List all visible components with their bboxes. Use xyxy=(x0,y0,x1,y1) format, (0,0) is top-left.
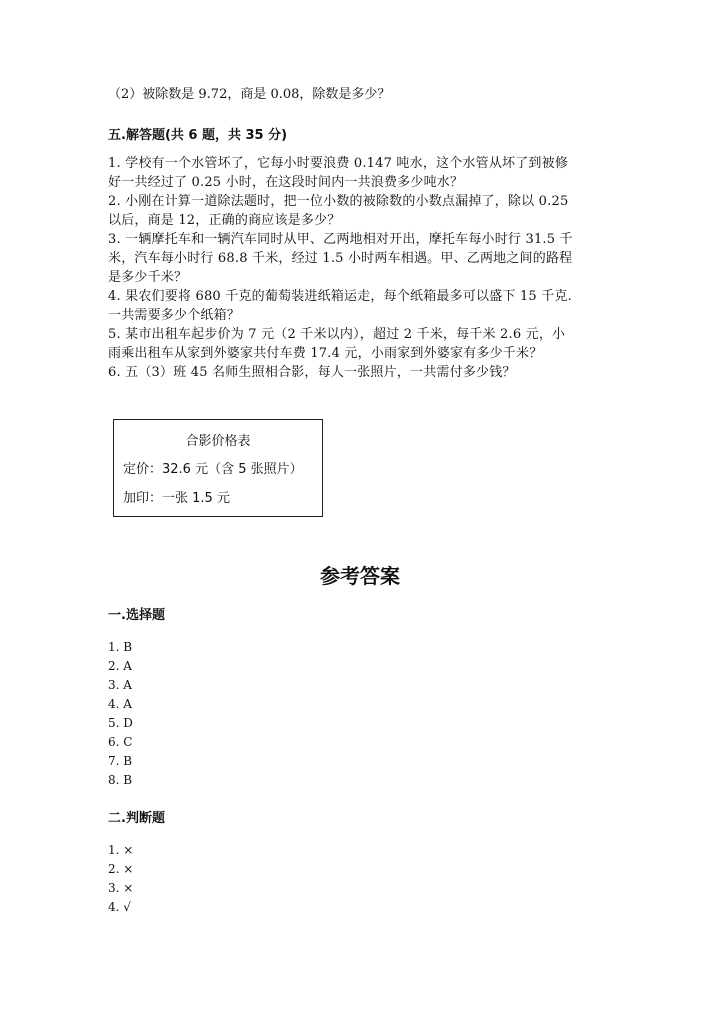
price-table-extra-print: 加印：一张 1.5 元 xyxy=(123,491,230,506)
problem-line: 以后，商是 12，正确的商应该是多少？ xyxy=(108,213,341,228)
price-table-base-price: 定价：32.6 元（含 5 张照片） xyxy=(123,462,303,477)
answer-item: 4. √ xyxy=(108,900,131,914)
section5-problems xyxy=(108,154,612,382)
problem-line: 1. 学校有一个水管坏了，它每小时要浪费 0.147 吨水，这个水管从坏了到被修 xyxy=(108,156,569,171)
answer-item: 3. × xyxy=(108,881,134,895)
answer-item: 1. B xyxy=(108,640,133,654)
problem-line: 雨乘出租车从家到外婆家共付车费 17.4 元，小雨家到外婆家有多少千米？ xyxy=(108,346,543,361)
answer-item: 5. D xyxy=(108,716,133,730)
answer-item: 3. A xyxy=(108,678,132,692)
answer-item: 2. × xyxy=(108,862,134,876)
answer-item: 6. C xyxy=(108,735,133,749)
problem-line: 4. 果农们要将 680 千克的葡萄装进纸箱运走，每个纸箱最多可以盛下 15 千克. xyxy=(108,289,572,304)
problem-line: 3. 一辆摩托车和一辆汽车同时从甲、乙两地相对开出，摩托车每小时行 31.5 千 xyxy=(108,232,573,247)
answers-section2-list xyxy=(108,841,133,917)
top-question: （2）被除数是 9.72，商是 0.08，除数是多少？ xyxy=(108,87,391,102)
section5-heading: 五.解答题(共 6 题，共 35 分) xyxy=(108,128,288,143)
answers-title: 参考答案 xyxy=(320,564,400,588)
answer-item: 2. A xyxy=(108,659,132,673)
problem-line: 是多少千米？ xyxy=(108,270,188,285)
answers-section1-heading: 一.选择题 xyxy=(108,608,165,623)
problem-line: 好一共经过了 0.25 小时，在这段时间内一共浪费多少吨水？ xyxy=(108,175,464,190)
problem-line: 2. 小刚在计算一道除法题时，把一位小数的被除数的小数点漏掉了，除以 0.25 xyxy=(108,194,569,209)
problem-line: 一共需要多少个纸箱？ xyxy=(108,308,241,323)
price-table-box xyxy=(113,419,323,517)
answer-item: 8. B xyxy=(108,773,133,787)
problem-line: 米，汽车每小时行 68.8 千米，经过 1.5 小时两车相遇。甲、乙两地之间的路程 xyxy=(108,251,573,266)
answer-item: 7. B xyxy=(108,754,133,768)
answers-section2-heading: 二.判断题 xyxy=(108,811,165,826)
problem-line: 6. 五（3）班 45 名师生照相合影，每人一张照片，一共需付多少钱？ xyxy=(108,365,516,380)
price-table-title: 合影价格表 xyxy=(185,434,251,449)
answer-item: 4. A xyxy=(108,697,132,711)
answers-section1-list xyxy=(108,638,133,790)
problem-line: 5. 某市出租车起步价为 7 元（2 千米以内），超过 2 千米，每千米 2.6 元，小 xyxy=(108,327,566,342)
answer-item: 1. × xyxy=(108,843,134,857)
